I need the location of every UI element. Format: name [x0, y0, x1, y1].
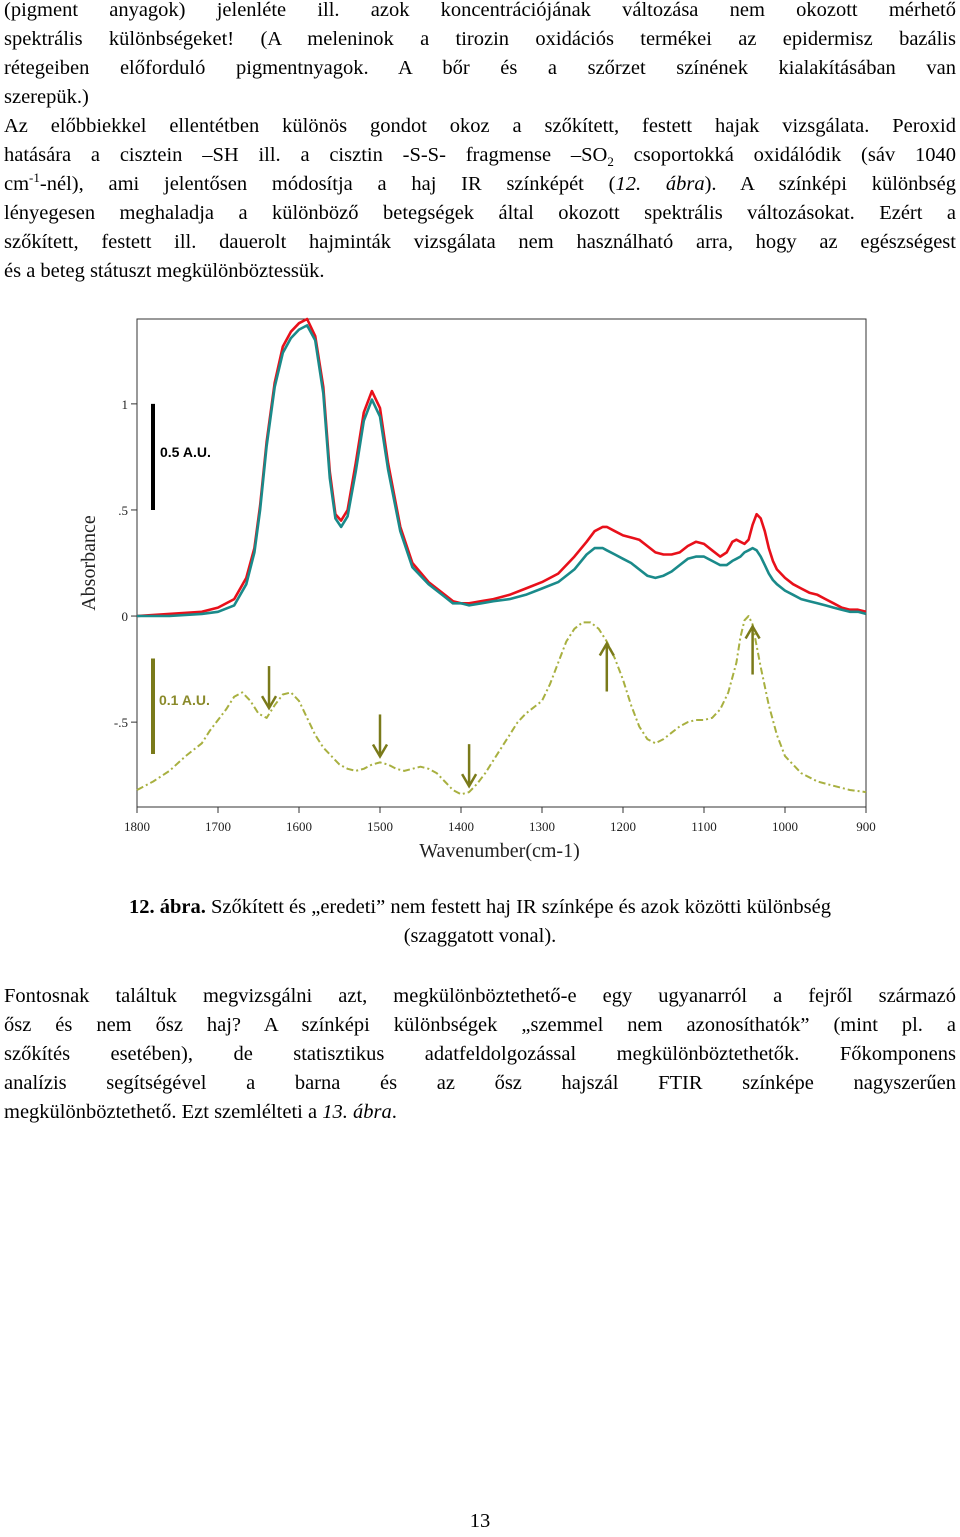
x-tick-label: 1200	[610, 819, 636, 834]
text-fragment: megkülönböztethető. Ezt szemlélteti a	[4, 1101, 323, 1123]
x-tick-label: 900	[856, 819, 876, 834]
x-tick-label: 1800	[124, 819, 150, 834]
paragraph-grey-hair	[4, 982, 956, 1127]
figure-reference: 13. ábra	[322, 1101, 392, 1123]
text-line: rétegeiben előforduló pigmentnyagok. A bőr és a szőrzet színének kialakításában van	[4, 57, 956, 79]
text-line: és a beteg státuszt megkülönböztessük.	[4, 260, 325, 282]
y-tick-label: 0	[121, 609, 128, 625]
text-line	[4, 170, 956, 199]
text-fragment: .	[391, 1101, 397, 1123]
text-fragment: hatására a cisztein –SH ill. a cisztin -S-S- fragmense –SO	[4, 144, 608, 166]
ir-spectrum-figure	[80, 316, 880, 868]
text-fragment: ). A színképi különbség	[704, 173, 956, 195]
x-tick-label: 1700	[205, 819, 231, 834]
text-line: Fontosnak találtuk megvizsgálni azt, megkülönböztethető-e egy ugyanarról a fejről származó	[4, 985, 956, 1007]
x-tick-label: 1300	[529, 819, 555, 834]
paragraph-bleached-hair	[4, 112, 956, 286]
scale-bar-label: 0.5 A.U.	[160, 443, 211, 460]
y-axis-label: Absorbance	[80, 515, 100, 611]
scale-bar-label: 0.1 A.U.	[159, 692, 210, 709]
text-line: szőkített, festett ill. dauerolt hajminták vizsgálata nem használható arra, hogy az egészségest	[4, 231, 956, 253]
figure-reference: 12. ábra	[615, 173, 705, 195]
x-tick-label: 1400	[448, 819, 474, 834]
text-line	[4, 1098, 956, 1127]
text-line: lényegesen meghaladja a különböző betegségek által okozott spektrális változásokat. Ezért a	[4, 202, 956, 224]
x-axis-label: Wavenumber(cm-1)	[419, 840, 580, 862]
y-tick-label: -.5	[113, 715, 128, 731]
text-line: szőkítés esetében), de statisztikus adatfeldolgozással megkülönböztethetők. Főkomponens	[4, 1043, 956, 1065]
y-tick-label: .5	[118, 502, 128, 518]
ir-spectrum-chart	[80, 316, 880, 868]
page-number: 13	[469, 1510, 491, 1532]
x-tick-label: 1000	[772, 819, 798, 834]
caption-text: Szőkített és „eredeti” nem festett haj IR színképe és azok közötti különbség	[205, 896, 831, 918]
x-tick-label: 1600	[286, 819, 312, 834]
x-tick-label: 1500	[367, 819, 393, 834]
text-line: Az előbbiekkel ellentétben különös gondot okoz a szőkített, festett hajak vizsgálata. Peroxid	[4, 115, 956, 137]
text-line: analízis segítségével a barna és az ősz hajszál FTIR színképe nagyszerűen	[4, 1072, 956, 1094]
subscript: 2	[607, 154, 614, 170]
text-fragment: -nél), ami jelentősen módosítja a haj IR színképét (	[39, 173, 616, 195]
text-line: (pigment anyagok) jelenléte ill. azok koncentrációjának változása nem okozott mérhető	[4, 0, 956, 21]
text-line	[4, 141, 956, 170]
figure-caption	[0, 893, 960, 951]
x-tick-label: 1100	[691, 819, 717, 834]
text-line: spektrális különbségeket! (A meleninok a tirozin oxidációs termékei az epidermisz bazális	[4, 28, 956, 50]
text-fragment: cm	[4, 173, 30, 195]
text-line: szerepük.)	[4, 86, 89, 108]
superscript: -1	[29, 170, 40, 186]
caption-label: 12. ábra.	[129, 896, 206, 918]
text-fragment: csoportokká oxidálódik (sáv 1040	[613, 144, 956, 166]
plot-frame	[137, 319, 866, 807]
y-tick-label: 1	[121, 396, 128, 412]
text-line: ősz és nem ősz haj? A színképi különbségek „szemmel nem azonosíthatók” (mint pl. a	[4, 1014, 956, 1036]
caption-line: (szaggatott vonal).	[403, 925, 557, 947]
paragraph-pigments	[4, 0, 956, 112]
caption-line	[0, 893, 960, 922]
